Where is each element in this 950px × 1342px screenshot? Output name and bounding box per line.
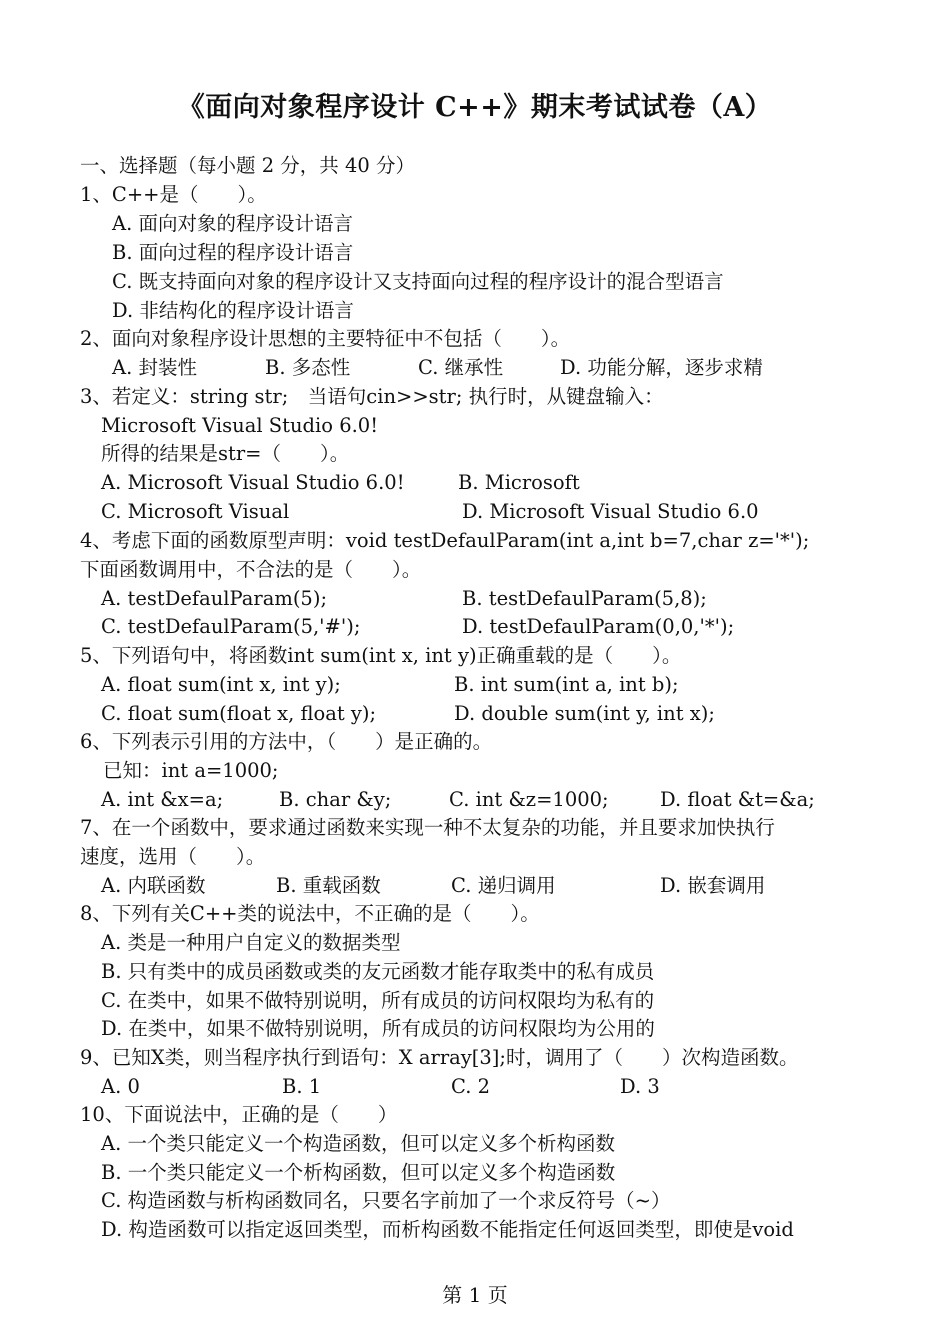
question-7-option-d: D. 嵌套调用: [660, 874, 766, 897]
question-4-option-b: B. testDefaulParam(5,8);: [462, 587, 707, 610]
question-4-option-a: A. testDefaulParam(5);: [101, 587, 328, 610]
question-6-stem: 6、下列表示引用的方法中，（ ）是正确的。: [80, 730, 493, 753]
question-2-option-b: B. 多态性: [265, 356, 351, 379]
question-4-stem: 4、考虑下面的函数原型声明：void testDefaulParam(int a,int b=7,char z='*');: [80, 529, 810, 552]
question-7-option-c: C. 递归调用: [451, 874, 556, 897]
question-7-stem: 7、在一个函数中，要求通过函数来实现一种不太复杂的功能，并且要求加快执行: [80, 816, 775, 839]
page-number: 第 1 页: [442, 1283, 508, 1307]
question-4-stem-continued: 下面函数调用中，不合法的是（ ）。: [80, 558, 422, 581]
question-9-stem: 9、已知X类，则当程序执行到语句：X array[3];时，调用了（ ）次构造函数。: [80, 1046, 799, 1069]
question-6-option-c: C. int &z=1000;: [449, 788, 609, 811]
question-10-option-b: B. 一个类只能定义一个析构函数，但可以定义多个构造函数: [101, 1161, 616, 1184]
question-9-option-c: C. 2: [451, 1075, 491, 1098]
question-5-option-a: A. float sum(int x, int y);: [101, 673, 341, 696]
question-7-option-a: A. 内联函数: [101, 874, 206, 897]
question-6-option-a: A. int &x=a;: [101, 788, 224, 811]
question-5-option-c: C. float sum(float x, float y);: [101, 702, 377, 725]
question-4-option-c: C. testDefaulParam(5,'#');: [101, 615, 361, 638]
question-7-stem-continued: 速度，选用（ ）。: [80, 845, 266, 868]
question-8-option-b: B. 只有类中的成员函数或类的友元函数才能存取类中的私有成员: [101, 960, 655, 983]
question-10-option-c: C. 构造函数与析构函数同名，只要名字前加了一个求反符号（~）: [101, 1189, 671, 1212]
question-8-stem: 8、下列有关C++类的说法中，不正确的是（ ）。: [80, 902, 540, 925]
question-10-option-a: A. 一个类只能定义一个构造函数，但可以定义多个析构函数: [101, 1132, 615, 1155]
question-3-option-c: C. Microsoft Visual: [101, 500, 290, 523]
question-1-option-d: D. 非结构化的程序设计语言: [112, 299, 354, 322]
section-heading: 一、选择题（每小题 2 分，共 40 分）: [80, 154, 416, 177]
page-title: 《面向对象程序设计 C++》期末考试试卷（A）: [177, 92, 773, 123]
question-2-option-a: A. 封装性: [112, 356, 197, 379]
question-5-option-d: D. double sum(int y, int x);: [454, 702, 715, 725]
question-3-option-d: D. Microsoft Visual Studio 6.0: [462, 500, 759, 523]
question-9-option-b: B. 1: [282, 1075, 322, 1098]
question-5-option-b: B. int sum(int a, int b);: [454, 673, 679, 696]
question-2-option-c: C. 继承性: [418, 356, 504, 379]
question-7-option-b: B. 重载函数: [276, 874, 381, 897]
question-1-option-b: B. 面向过程的程序设计语言: [112, 241, 354, 264]
question-3-option-a: A. Microsoft Visual Studio 6.0!: [101, 471, 405, 494]
question-6-known: 已知：int a=1000;: [103, 759, 279, 782]
question-1-stem: 1、C++是（ ）。: [80, 183, 267, 206]
question-10-option-d: D. 构造函数可以指定返回类型，而析构函数不能指定任何返回类型，即使是void: [101, 1218, 794, 1241]
question-2-option-d: D. 功能分解，逐步求精: [560, 356, 763, 379]
question-6-option-d: D. float &t=&a;: [660, 788, 815, 811]
question-1-option-c: C. 既支持面向对象的程序设计又支持面向过程的程序设计的混合型语言: [112, 270, 724, 293]
question-8-option-a: A. 类是一种用户自定义的数据类型: [101, 931, 401, 954]
question-4-option-d: D. testDefaulParam(0,0,'*');: [462, 615, 735, 638]
question-9-option-d: D. 3: [620, 1075, 660, 1098]
question-3-stem: 3、若定义：string str; 当语句cin>>str; 执行时，从键盘输入：: [80, 385, 664, 408]
question-9-option-a: A. 0: [101, 1075, 140, 1098]
question-10-stem: 10、下面说法中，正确的是（ ）: [80, 1103, 398, 1126]
question-3-input: Microsoft Visual Studio 6.0!: [101, 414, 379, 437]
question-3-option-b: B. Microsoft: [458, 471, 580, 494]
question-2-stem: 2、面向对象程序设计思想的主要特征中不包括（ ）。: [80, 327, 571, 350]
question-5-stem: 5、下列语句中，将函数int sum(int x, int y)正确重载的是（ ）。: [80, 644, 682, 667]
question-6-option-b: B. char &y;: [279, 788, 392, 811]
question-3-result: 所得的结果是str=（ ）。: [101, 442, 350, 465]
question-8-option-d: D. 在类中，如果不做特别说明，所有成员的访问权限均为公用的: [101, 1017, 655, 1040]
question-8-option-c: C. 在类中，如果不做特别说明，所有成员的访问权限均为私有的: [101, 989, 655, 1012]
question-1-option-a: A. 面向对象的程序设计语言: [112, 212, 353, 235]
